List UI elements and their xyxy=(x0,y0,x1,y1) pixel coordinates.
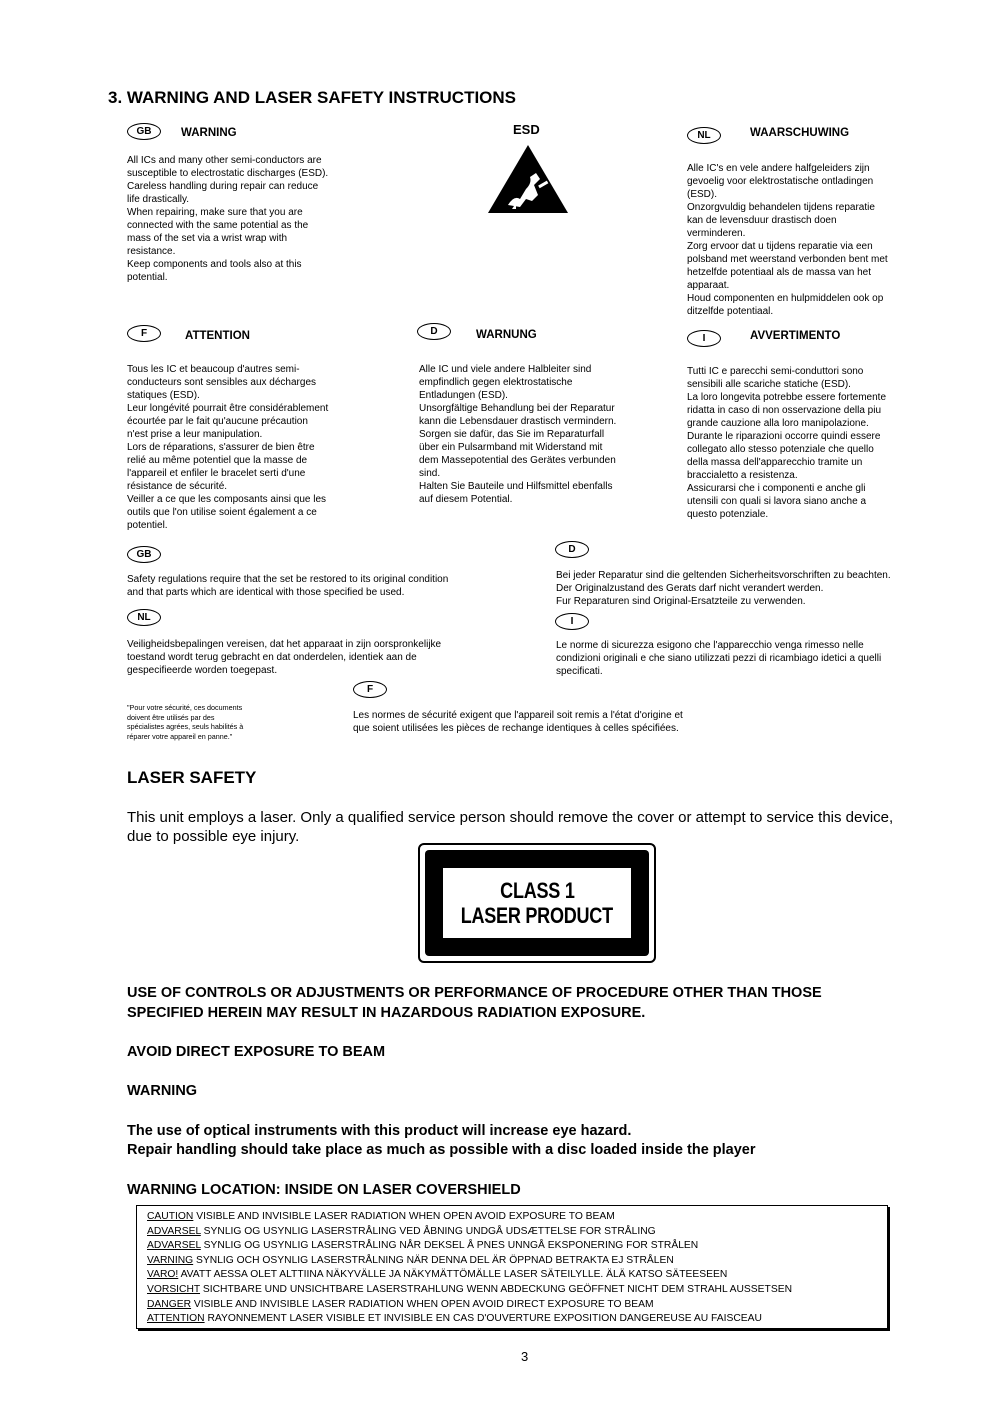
reg-badge-gb: GB xyxy=(127,546,161,563)
laser-label-line1: CLASS 1 xyxy=(499,878,575,903)
reg-text-d: Bei jeder Reparatur sind die geltenden Sicherheitsvorschriften zu beachten. Der Originalzustand des Gerats darf nicht verandert werden. Fur Reparaturen sind Original-Ersatzteile zu verwenden. xyxy=(556,570,891,607)
lang-badge-f: F xyxy=(127,325,161,342)
warning-heading-f: ATTENTION xyxy=(185,330,250,342)
shield-row: ADVARSEL SYNLIG OG USYNLIG LASERSTRÅLING VED ÅBNING UNDGÅ UDSÆTTELSE FOR STRÅLING xyxy=(147,1225,656,1237)
reg-note-f: "Pour votre sécurité, ces documents doivent être utilisés par des spécialistes agrées, seuls habilités à réparer votre appareil en panne." xyxy=(127,703,244,741)
lang-badge-i: I xyxy=(687,330,721,347)
shield-row: CAUTION VISIBLE AND INVISIBLE LASER RADIATION WHEN OPEN AVOID EXPOSURE TO BEAM xyxy=(147,1211,615,1222)
laser-safety-heading: LASER SAFETY xyxy=(127,768,257,787)
optical-warning-line2: Repair handling should take place as much as possible with a disc loaded inside the player xyxy=(127,1142,756,1158)
esd-label: ESD xyxy=(513,122,540,137)
reg-badge-i: I xyxy=(555,613,589,630)
laser-intro: This unit employs a laser. Only a qualified service person should remove the cover or attempt to service this device, due to possible eye injury. xyxy=(127,809,894,845)
warning-location: WARNING LOCATION: INSIDE ON LASER COVERSHIELD xyxy=(127,1182,521,1198)
warning-text-i: Tutti IC e parecchi semi-conduttori sono sensibili alle scariche statiche (ESD). La loro longevita potrebbe essere fortemente ridatta in caso di non osservazione della piu grande cauzione alla loro manipolazione. Durante le riparazioni occorre quindi essere collegato allo stesso potenziale che quello della massa dell'apparecchio tramite un braccialetto a resistenza. Assicurarsi che i componenti e anche gli utensili con quali si lavora siano anche a questo potenziale. xyxy=(687,366,887,520)
reg-text-nl: Veiligheidsbepalingen vereisen, dat het apparaat in zijn oorspronkelijke toestand wordt terug gebracht en dat onderdelen, identiek aan de gespecifieerde worden toegepast. xyxy=(127,639,442,676)
shield-row: VARNING SYNLIG OCH OSYNLIG LASERSTRÅLNING NÄR DENNA DEL ÄR ÖPPNAD BETRAKTA EJ STRÅLEN xyxy=(147,1254,674,1266)
warning-heading-nl: WAARSCHUWING xyxy=(750,127,850,139)
warning-heading-gb: WARNING xyxy=(181,127,237,139)
warning-heading-i: AVVERTIMENTO xyxy=(750,330,841,342)
shield-row: ATTENTION RAYONNEMENT LASER VISIBLE ET INVISIBLE EN CAS D'OUVERTURE EXPOSITION DANGEREUSE AU FAISCEAU xyxy=(147,1313,762,1325)
warning-text-f: Tous les IC et beaucoup d'autres semi- conducteurs sont sensibles aux décharges statiques (ESD). Leur longévité pourrait être considérablement écourtée par le fait qu'aucune précaution n'est prise a leur manipulation. Lors de réparations, s'assurer de bien être relié au même potentiel que la masse de l'appareil et enfiler le bracelet serti d'une résistance de sécurité. Veiller a ce que les composants ainsi que les outils que l'on utilise soient également a ce potentiel. xyxy=(127,364,329,531)
page-number: 3 xyxy=(521,1349,529,1364)
shield-row: VORSICHT SICHTBARE UND UNSICHTBARE LASERSTRAHLUNG WENN ABDECKUNG GEÖFFNET NICHT DEM STRAHL AUSSETSEN xyxy=(147,1283,793,1295)
reg-text-f: Les normes de sécurité exigent que l'appareil soit remis a l'état d'origine et que soient utilisées les pièces de rechange identiques à celles spécifiées. xyxy=(353,710,683,734)
reg-badge-nl: NL xyxy=(127,609,161,626)
optical-warning-line1: The use of optical instruments with this product will increase eye hazard. xyxy=(127,1123,632,1139)
shield-row: ADVARSEL SYNLIG OG USYNLIG LASERSTRÅLING NÅR DEKSEL Å PNES UNNGÅ EKSPONERING FOR STRÅLEN xyxy=(147,1240,699,1252)
shield-row: VARO! AVATT AESSA OLET ALTTIINA NÄKYVÄLLE JA NÄKYMÄTTÖMÄLLE LASER SÄTEILYLLE. ÄLÄ KATSO SÄTEESEEN xyxy=(147,1269,728,1281)
shield-row: DANGER VISIBLE AND INVISIBLE LASER RADIATION WHEN OPEN AVOID DIRECT EXPOSURE TO BEAM xyxy=(147,1298,654,1310)
lang-badge-nl: NL xyxy=(687,127,721,144)
reg-text-i: Le norme di sicurezza esigono che l'apparecchio venga rimesso nelle condizioni originali e che siano utilizzati pezzi di ricambiago idetici a quelli specificati. xyxy=(556,640,882,677)
class1-laser-label xyxy=(418,843,656,963)
reg-badge-d: D xyxy=(555,541,589,558)
esd-warning-icon xyxy=(486,143,570,215)
section-title: 3. WARNING AND LASER SAFETY INSTRUCTIONS xyxy=(108,88,517,107)
warning-text-nl: Alle IC's en vele andere halfgeleiders zijn gevoelig voor elektrostatische ontladingen (ESD). Onzorgvuldig behandelen tijdens reparatie kan de levensduur drastisch doen verminderen. Zorg ervoor dat u tijdens reparatie via een polsband met weerstand verbonden bent met hetzelfde potentiaal als de massa van het apparaat. Houd componenten en hulpmiddelen ook op ditzelfde potentiaal. xyxy=(687,163,888,317)
warning-text-gb: All ICs and many other semi-conductors are susceptible to electrostatic discharges (ESD). Careless handling during repair can reduce life drastically. When repairing, make sure that you are connected with the same potential as the mass of the set via a wrist wrap with resistance. Keep components and tools also at this potential. xyxy=(127,155,329,283)
lang-badge-d: D xyxy=(417,323,451,340)
reg-text-gb: Safety regulations require that the set be restored to its original condition and that parts which are identical with those specified be used. xyxy=(127,574,449,598)
warning-heading-d: WARNUNG xyxy=(476,329,537,341)
warning-text-d: Alle IC und viele andere Halbleiter sind empfindlich gegen elektrostatische Entladungen (ESD). Unsorgfältige Behandlung bei der Reparatur kann die Lebensdauer drastisch vermindern. Sorgen sie dafür, das Sie im Reparaturfall über ein Pulsarmband mit Widerstand mit dem Massepotential des Gerätes verbunden sind. Halten Sie Bauteile und Hilfsmittel ebenfalls auf diesem Potential. xyxy=(419,364,617,505)
controls-warning-line2: SPECIFIED HEREIN MAY RESULT IN HAZARDOUS RADIATION EXPOSURE. xyxy=(127,1005,646,1021)
laser-label-line2: LASER PRODUCT xyxy=(460,903,614,928)
reg-badge-f: F xyxy=(353,681,387,698)
warning-label: WARNING xyxy=(127,1083,198,1099)
coversheld-warning-box xyxy=(136,1205,888,1329)
lang-badge-gb: GB xyxy=(127,123,161,140)
controls-warning-line1: USE OF CONTROLS OR ADJUSTMENTS OR PERFORMANCE OF PROCEDURE OTHER THAN THOSE xyxy=(127,985,822,1001)
avoid-exposure: AVOID DIRECT EXPOSURE TO BEAM xyxy=(127,1044,386,1060)
